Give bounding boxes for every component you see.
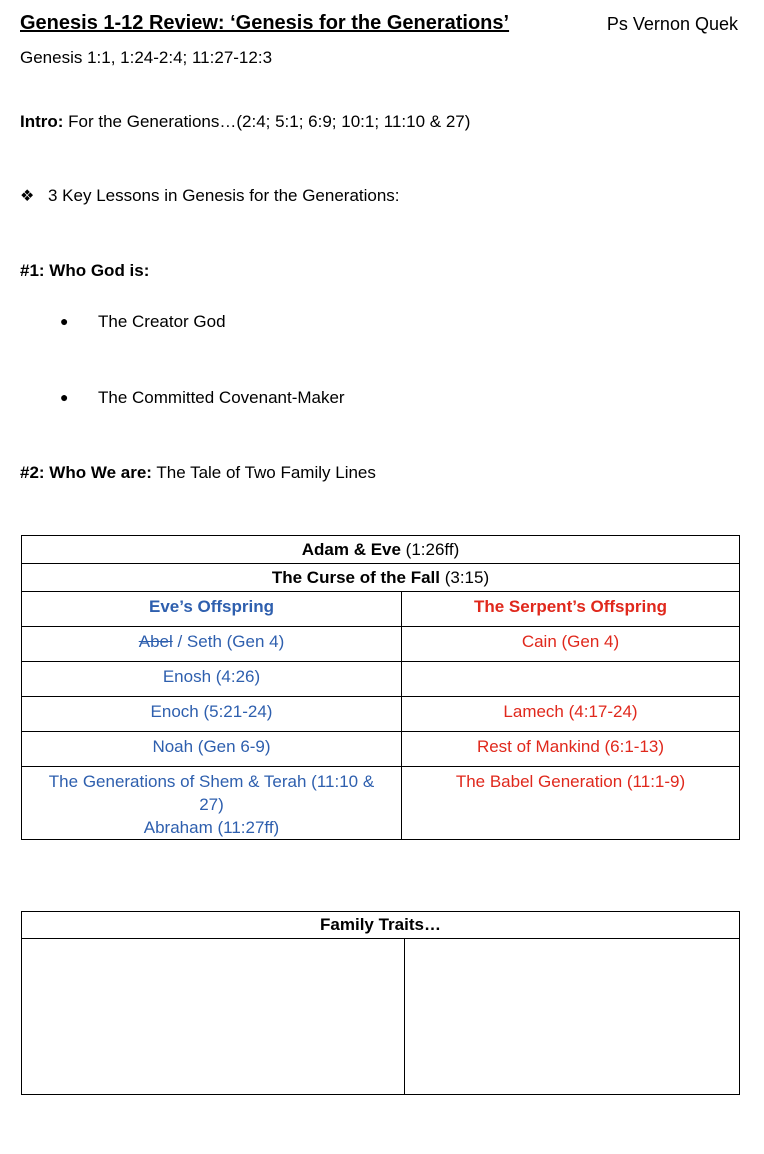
intro-text: For the Generations…(2:4; 5:1; 6:9; 10:1; 11:10 & 27) (63, 112, 471, 131)
bullet-item (60, 312, 226, 332)
adam-eve-ref: (1:26ff) (400, 540, 460, 559)
serpent-offspring-header (402, 592, 740, 627)
table-cell (22, 627, 402, 662)
table-cell: Enoch (5:21-24) (22, 697, 402, 732)
diamond-bullet-icon: ❖ (20, 188, 35, 205)
bullet-text: The Creator God (98, 312, 226, 331)
table-cell: Cain (Gen 4) (402, 627, 740, 662)
eve-offspring-label: Eve’s Offspring (148, 597, 274, 616)
table-cell: The Babel Generation (11:1-9) (402, 767, 740, 840)
family-traits-heading: Family Traits… (22, 912, 740, 939)
curse-label: The Curse of the Fall (271, 568, 440, 587)
table-cell: Lamech (4:17-24) (402, 697, 740, 732)
bullet-dot-icon: ● (60, 313, 69, 329)
traits-left-cell[interactable] (22, 939, 405, 1095)
shem-terah-text: The Generations of Shem & Terah (11:10 & 27) (48, 772, 375, 814)
bullet-dot-icon: ● (60, 389, 69, 405)
table-title-cell (22, 536, 740, 564)
bullet-text: The Committed Covenant-Maker (98, 388, 345, 407)
traits-right-cell[interactable] (405, 939, 740, 1095)
table-cell: Enosh (4:26) (22, 662, 402, 697)
abraham-text: Abraham (11:27ff) (143, 818, 280, 837)
section-1-heading: #1: Who God is: (20, 261, 150, 280)
curse-ref: (3:15) (440, 568, 490, 587)
intro-label: Intro: (20, 112, 64, 131)
intro-line (20, 112, 470, 132)
key-lessons-line (20, 186, 400, 206)
abel-struck-text: Abel (138, 632, 173, 651)
author-name: Ps Vernon Quek (606, 14, 738, 34)
table-cell (402, 662, 740, 697)
table-subtitle-cell (22, 564, 740, 592)
section-2-label: #2: Who We are: (20, 463, 152, 482)
serpent-offspring-label: The Serpent’s Offspring (473, 597, 667, 616)
eve-offspring-header (22, 592, 402, 627)
section-2-heading (20, 463, 376, 483)
section-2-text: The Tale of Two Family Lines (151, 463, 376, 482)
document-title: Genesis 1-12 Review: ‘Genesis for the Generations’ (20, 12, 510, 34)
family-lines-table (21, 535, 740, 840)
family-traits-table (21, 911, 740, 1095)
table-cell (22, 767, 402, 840)
table-cell: Rest of Mankind (6:1-13) (402, 732, 740, 767)
seth-text: / Seth (Gen 4) (172, 632, 285, 651)
key-lessons-text: 3 Key Lessons in Genesis for the Generations: (48, 186, 400, 205)
table-cell: Noah (Gen 6-9) (22, 732, 402, 767)
adam-eve-label: Adam & Eve (301, 540, 401, 559)
scripture-references: Genesis 1:1, 1:24-2:4; 11:27-12:3 (20, 48, 273, 67)
bullet-item (60, 388, 345, 408)
